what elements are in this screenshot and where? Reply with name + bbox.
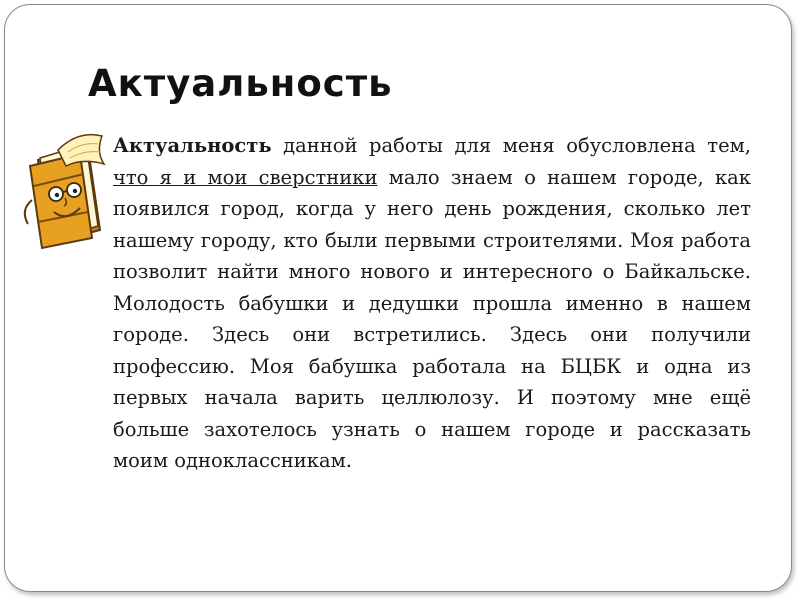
underlined-phrase: что я и мои сверстники	[113, 165, 378, 189]
body-paragraph	[113, 130, 751, 477]
lead-term: Актуальность	[113, 134, 272, 157]
cartoon-book-character-icon	[18, 130, 118, 250]
paragraph-part-2: мало знаем о нашем городе, как появился город, когда у него день рождения, сколько лет нашему городу, кто были первыми строителями. Моя работа позволит найти много нового и интересного о Байкальске. Молодость бабушки и дедушки прошла именно в нашем городе. Здесь они встретились. Здесь они получили профессию. Моя бабушка работала на БЦБК и одна из первых начала варить целлюлозу. И поэтому мне ещё больше захотелось узнать о нашем городе и рассказать моим одноклассникам.	[113, 165, 751, 472]
slide-title: Актуальность	[88, 62, 393, 105]
paragraph-part-1: данной работы для меня обусловлена тем,	[271, 134, 751, 157]
